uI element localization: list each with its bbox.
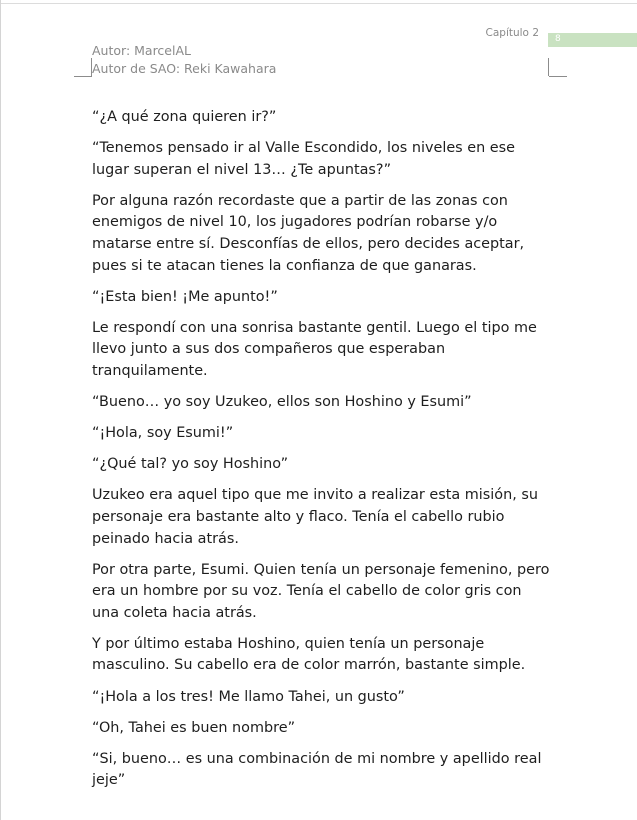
paragraph: “¿Qué tal? yo soy Hoshino”	[92, 456, 289, 473]
document-body	[92, 107, 552, 801]
paragraph: “Tenemos pensado ir al Valle Escondido, los niveles en ese lugar superan el nivel 13… ¿Te apuntas?”	[92, 140, 515, 178]
paragraph: “¡Esta bien! ¡Me apunto!”	[92, 288, 278, 305]
paragraph: Le respondí con una sonrisa bastante gentil. Luego el tipo me llevo junto a sus dos compañeros que esperaban tranquilamente.	[92, 319, 537, 379]
paragraph: Por otra parte, Esumi. Quien tenía un personaje femenino, pero era un hombre por su voz. Tenía el cabello de color gris con una coleta hacia atrás.	[92, 561, 550, 621]
crop-mark-left-h	[74, 76, 92, 77]
paragraph: Y por último estaba Hoshino, quien tenía un personaje masculino. Su cabello era de color marrón, bastante simple.	[92, 635, 526, 674]
paragraph: “Oh, Tahei es buen nombre”	[92, 719, 296, 736]
page-number: 8	[555, 34, 561, 44]
crop-mark-right-h	[549, 76, 567, 77]
paragraph: Por alguna razón recordaste que a partir de las zonas con enemigos de nivel 10, los jugadores podrían robarse y/o matarse entre sí. Desconfías de ellos, pero decides aceptar, pues si te atacan tienes la confianza de que ganaras.	[92, 192, 525, 274]
document-header	[92, 42, 276, 78]
crop-mark-right-v	[548, 58, 549, 76]
paragraph: “¿A qué zona quieren ir?”	[92, 109, 277, 125]
sao-author-line: Autor de SAO: Reki Kawahara	[92, 61, 277, 76]
paragraph: “Bueno… yo soy Uzukeo, ellos son Hoshino y Esumi”	[92, 394, 472, 411]
paragraph: “¡Hola a los tres! Me llamo Tahei, un gusto”	[92, 688, 405, 705]
chapter-header: Capítulo 2	[485, 27, 539, 39]
paragraph: Uzukeo era aquel tipo que me invito a realizar esta misión, su personaje era bastante alto y flaco. Tenía el cabello rubio peinado hacia atrás.	[92, 487, 538, 547]
crop-mark-left-v	[91, 58, 92, 76]
author-line: Autor: MarcelAL	[92, 43, 191, 58]
paragraph: “¡Hola, soy Esumi!”	[92, 425, 234, 442]
paragraph: “Si, bueno… es una combinación de mi nombre y apellido real jeje”	[92, 750, 542, 789]
page-top-edge	[1, 3, 637, 4]
page-number-tab	[548, 33, 637, 47]
